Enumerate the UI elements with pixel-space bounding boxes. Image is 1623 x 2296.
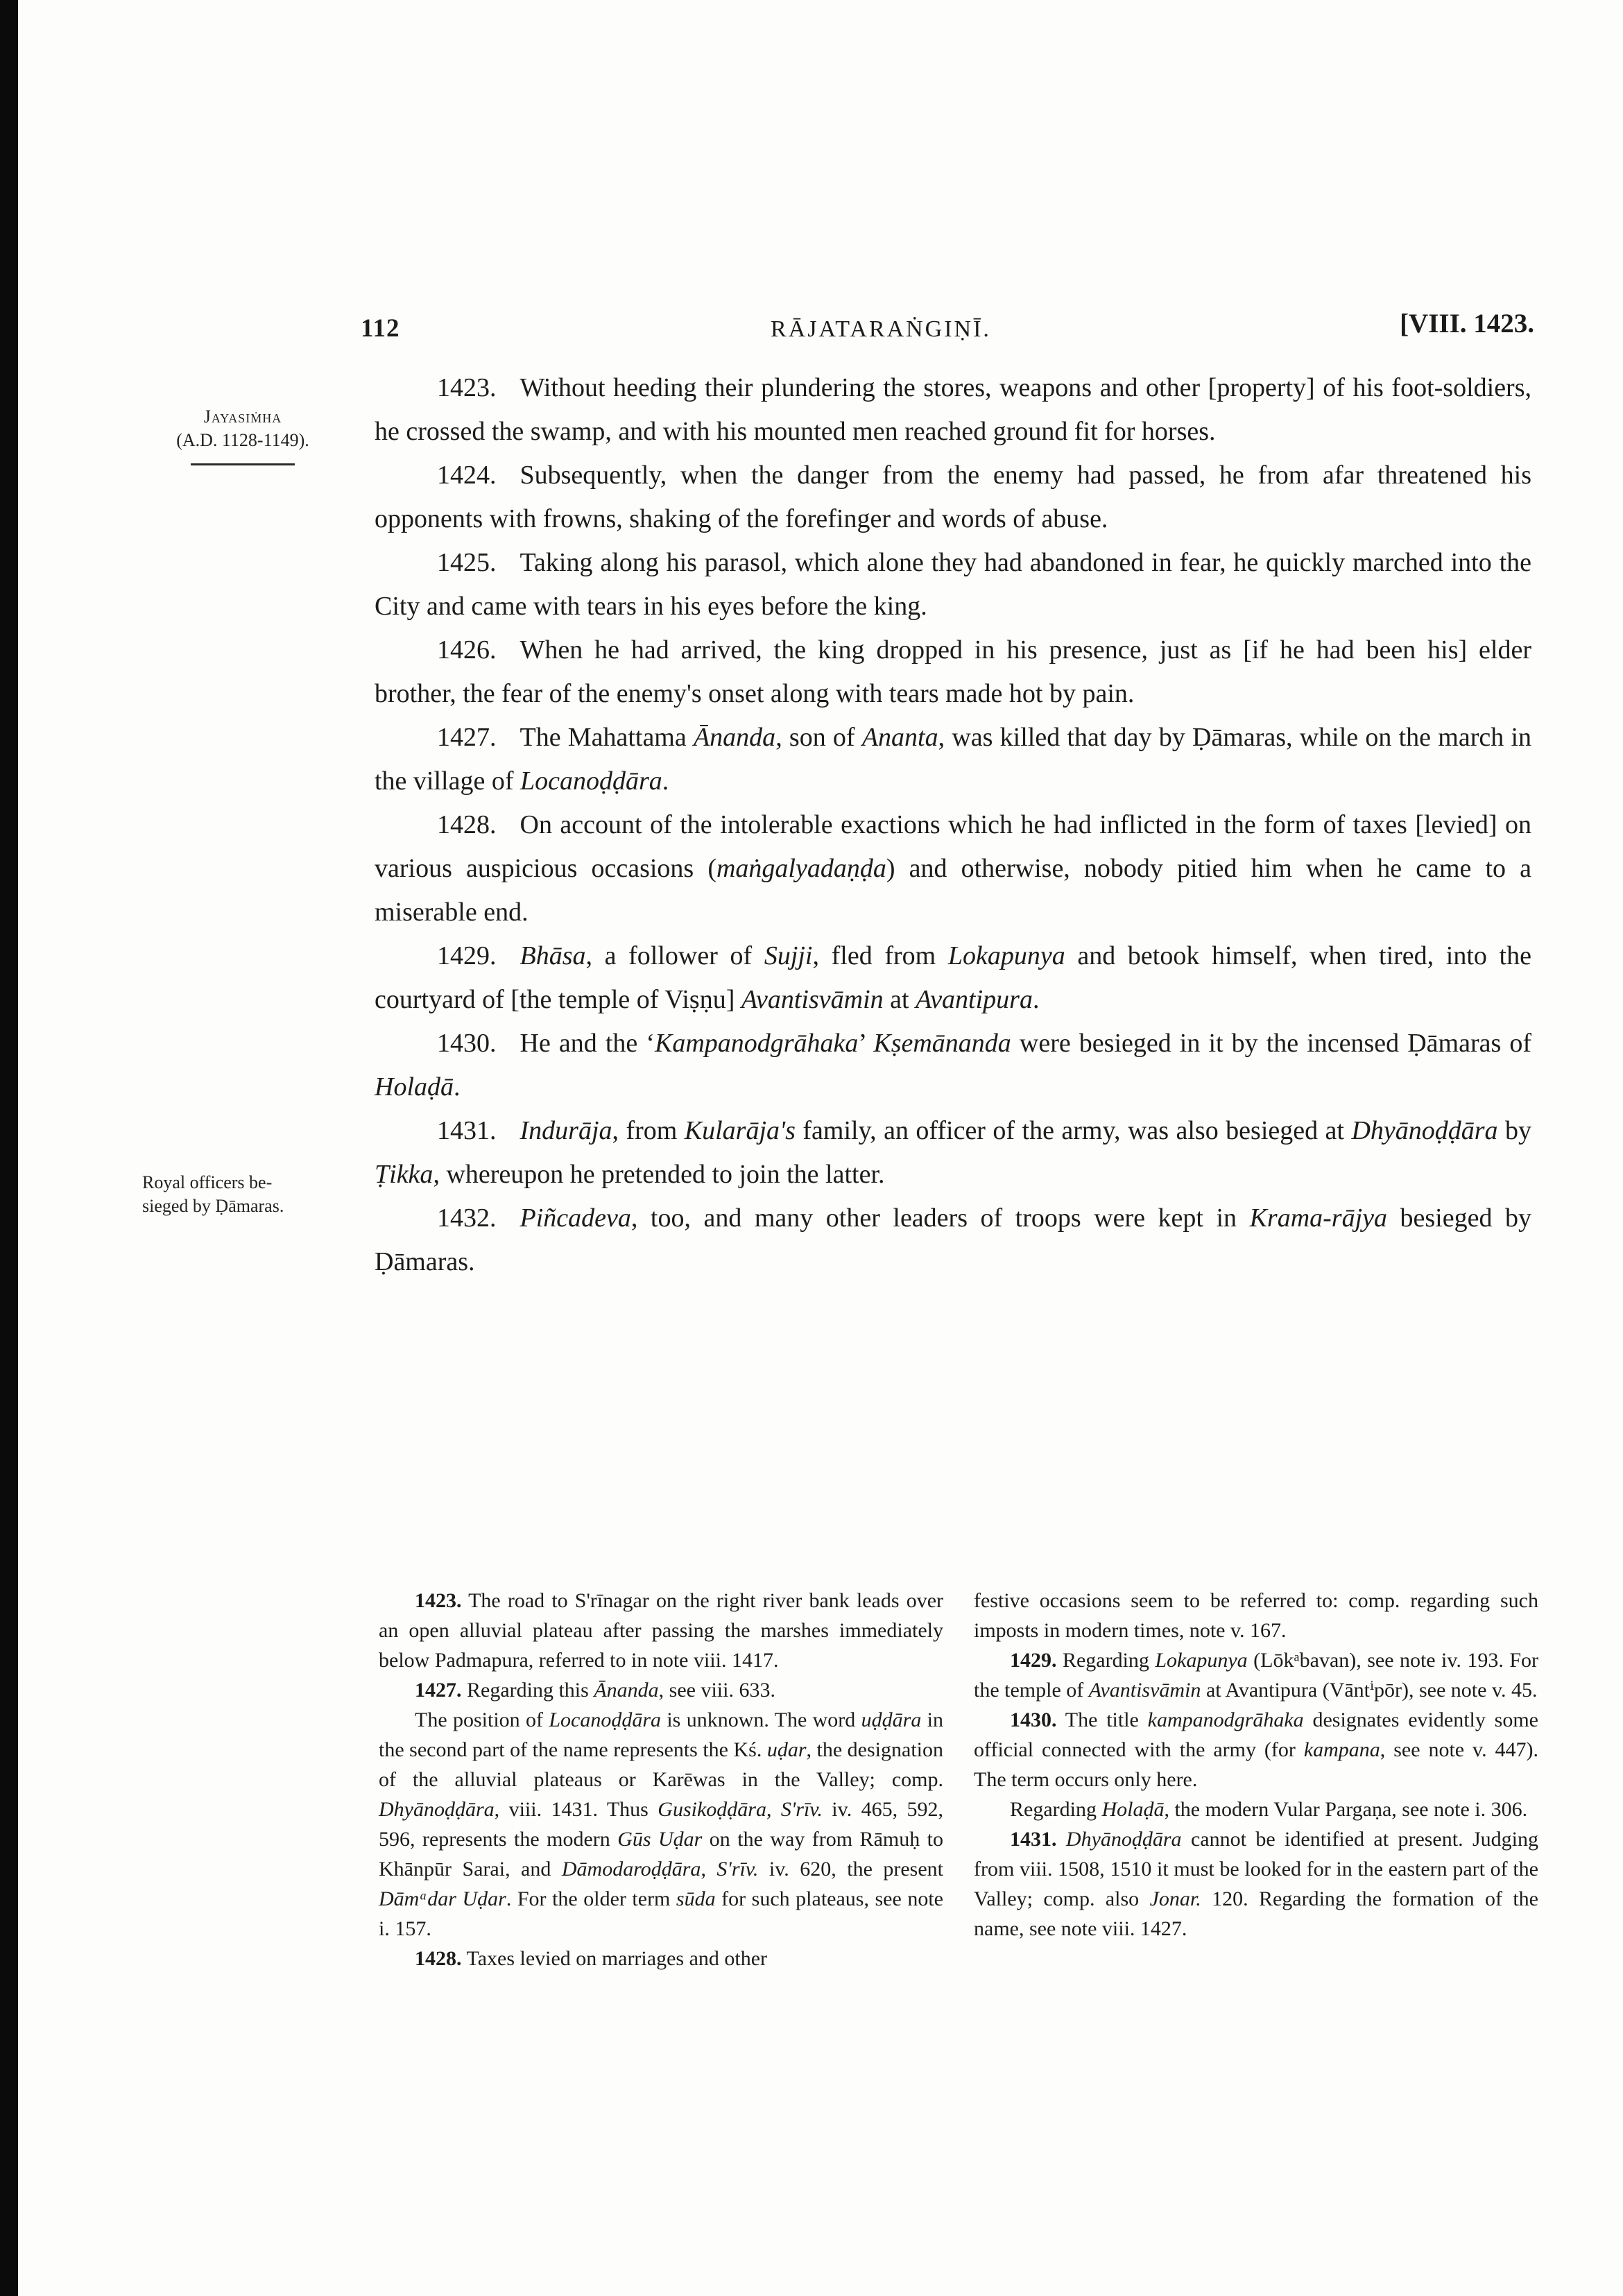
verse-number: 1425. [437, 548, 497, 577]
margin-note-line-2: sieged by Ḍāmaras. [142, 1196, 284, 1216]
verse-1431 [375, 1109, 1531, 1197]
verse-1432 [375, 1197, 1531, 1284]
verse-text: Bhāsa, a follower of Sujji, fled from Lokapunya and betook himself, when tired, into the courtyard of [the temple of Viṣṇu] Avantisvāmin at Avantipura. [375, 941, 1531, 1014]
verse-number: 1426. [437, 635, 497, 665]
verse-1426 [375, 628, 1531, 716]
margin-note-rule [191, 463, 295, 465]
verse-text: On account of the intolerable exactions which he had inflicted in the form of taxes [levied] on various auspicious occasions (maṅgalyadaṇḍa) and otherwise, nobody pitied him when he came to a miserable end. [375, 810, 1531, 927]
margin-note-royal-officers [142, 1171, 385, 1218]
verse-text: The Mahattama Ānanda, son of Ananta, was killed that day by Ḍāmaras, while on the march in the village of Locanoḍḍāra. [375, 723, 1531, 796]
scan-edge-artifact [0, 0, 18, 2296]
verse-1427 [375, 716, 1531, 803]
verse-1424 [375, 454, 1531, 541]
margin-note-jayasimha [118, 405, 368, 465]
verse-text: Indurāja, from Kularāja's family, an officer of the army, was also besieged at Dhyānoḍḍāra by Ṭikka, whereupon he pretended to join the latter. [375, 1116, 1531, 1189]
verse-text: Without heeding their plundering the stores, weapons and other [property] of his foot-soldiers, he crossed the swamp, and with his mounted men reached ground fit for horses. [375, 373, 1531, 446]
verse-text: When he had arrived, the king dropped in his presence, just as [if he had been his] elder brother, the fear of the enemy's onset along with tears made hot by pain. [375, 635, 1531, 708]
margin-note-regnal-years: (A.D. 1128-1149). [176, 430, 309, 450]
verse-1429 [375, 934, 1531, 1022]
footnote-1427-continuation: The position of Locanoḍḍāra is unknown. The word uḍḍāra in the second part of the name represents the Kś. uḍar, the designation of the alluvial plateaus or Karēwas in the Valley; comp. Dhyānoḍḍāra, viii. 1431. Thus Gusikoḍḍāra, S'rīv. iv. 465, 592, 596, represents the modern Gūs Uḍar on the way from Rāmuḥ to Khānpūr Sarai, and Dāmodaroḍḍāra, S'rīv. iv. 620, the present Dāmᵃdar Uḍar. For the older term sūda for such plateaus, see note i. 157. [379, 1708, 944, 1940]
footnote-1430-continuation: Regarding Holaḍā, the modern Vular Pargaṇa, see note i. 306. [1010, 1798, 1528, 1821]
footnote-1428: 1428. Taxes levied on marriages and other [415, 1947, 768, 1970]
verse-number: 1432. [437, 1203, 497, 1233]
footnotes-section [379, 1586, 1538, 1973]
verse-1423 [375, 366, 1531, 454]
verse-number: 1431. [437, 1116, 497, 1145]
verse-number: 1427. [437, 723, 497, 752]
verse-number: 1429. [437, 941, 497, 970]
verse-number: 1424. [437, 461, 497, 490]
margin-note-ruler-name: Jayasiṁha [203, 406, 282, 427]
verse-text: Piñcadeva, too, and many other leaders of troops were kept in Krama-rājya besieged by Ḍāmaras. [375, 1203, 1531, 1276]
verse-1425 [375, 541, 1531, 628]
verse-number: 1423. [437, 373, 497, 402]
footnote-1431: 1431. Dhyānoḍḍāra cannot be identified at present. Judging from viii. 1508, 1510 it must be looked for in the eastern part of the Valley; comp. also Jonar. 120. Regarding the formation of the name, see note viii. 1427. [974, 1828, 1539, 1940]
footnote-1427: 1427. Regarding this Ānanda, see viii. 633. [415, 1679, 775, 1702]
verse-text: Subsequently, when the danger from the enemy had passed, he from afar threatened his opponents with frowns, shaking of the forefinger and words of abuse. [375, 461, 1531, 533]
footnotes-left-column [379, 1586, 943, 1973]
footnote-1428-continuation: festive occasions seem to be referred to: comp. regarding such imposts in modern times, note v. 167. [974, 1589, 1538, 1642]
verse-text-block [375, 366, 1531, 1284]
footnote-1430: 1430. The title kampanodgrāhaka designates evidently some official connected with the army (for kampana, see note v. 447). The term occurs only here. [974, 1708, 1538, 1791]
verse-1430 [375, 1022, 1531, 1109]
running-title: RĀJATARAṄGIṆĪ. [771, 316, 991, 342]
verse-number: 1428. [437, 810, 497, 839]
footnote-1429: 1429. Regarding Lokapunya (Lōkᵃbavan), see note iv. 193. For the temple of Avantisvāmin at Avantipura (Vāntⁱpōr), see note v. 45. [974, 1649, 1538, 1702]
verse-text: Taking along his parasol, which alone they had abandoned in fear, he quickly marched into the City and came with tears in his eyes before the king. [375, 548, 1531, 621]
footnote-1423: 1423. The road to S'rīnagar on the right river bank leads over an open alluvial plateau after passing the marshes immediately below Padmapura, referred to in note viii. 1417. [379, 1589, 943, 1672]
page-number: 112 [361, 314, 400, 343]
verse-number: 1430. [437, 1029, 497, 1058]
verse-text: He and the ‘Kampanodgrāhaka’ Kṣemānanda were besieged in it by the incensed Ḍāmaras of Holaḍā. [375, 1029, 1531, 1102]
footnotes-right-column [974, 1586, 1538, 1973]
verse-1428 [375, 803, 1531, 934]
margin-note-line-1: Royal officers be- [142, 1172, 273, 1192]
verse-reference: [VIII. 1423. [1400, 309, 1534, 339]
